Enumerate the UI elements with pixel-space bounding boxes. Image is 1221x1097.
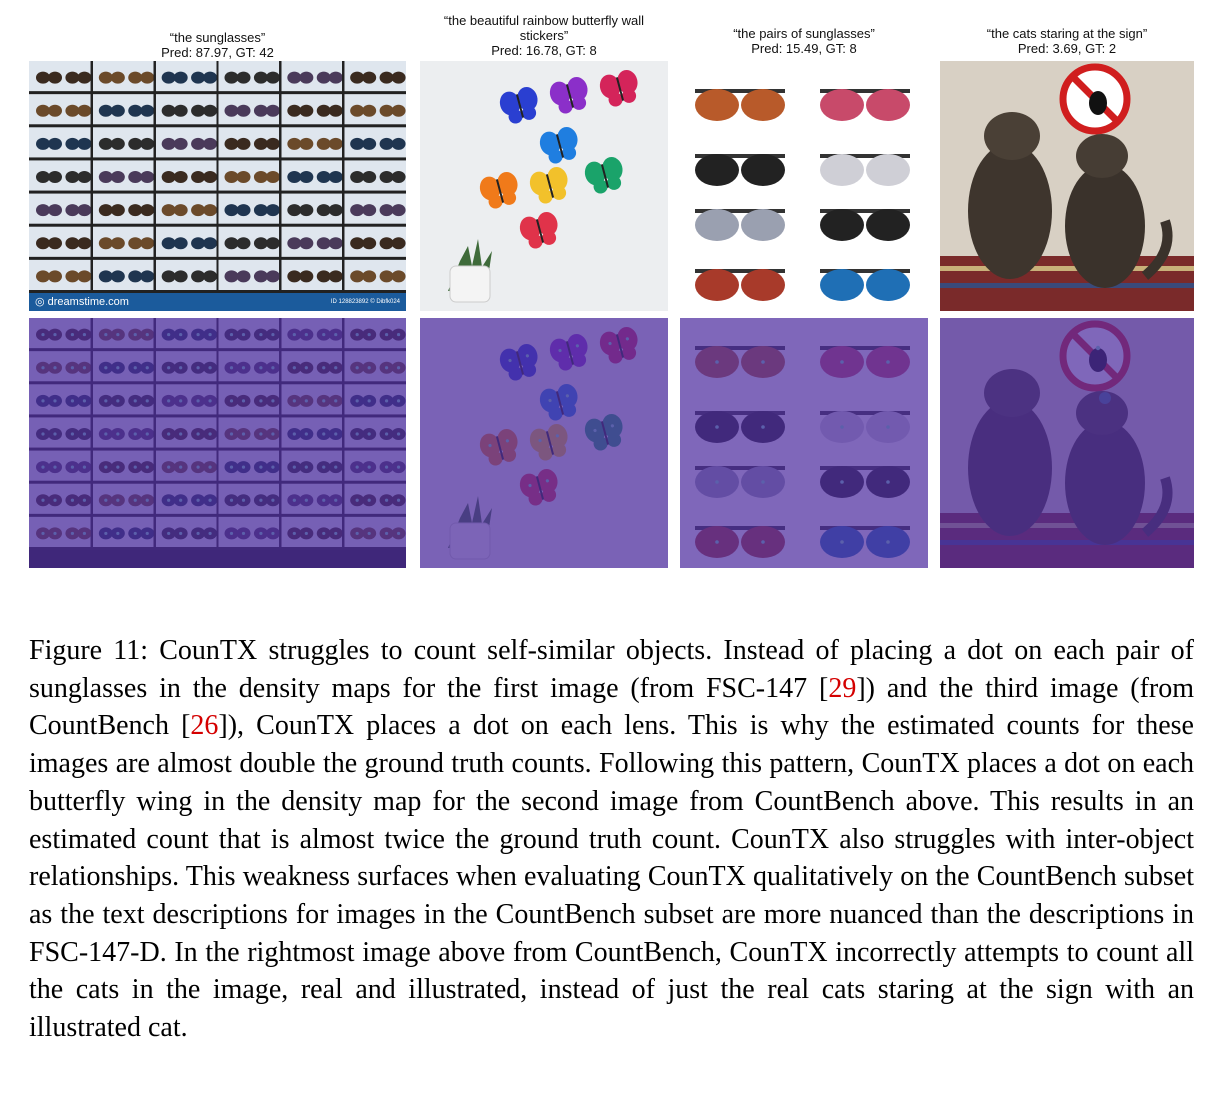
panel-4-score: Pred: 3.69, GT: 2 (1017, 41, 1117, 56)
panel-4-query: “the cats staring at the sign” (986, 26, 1148, 41)
panel-1-query: “the sunglasses” (169, 30, 266, 45)
panel-1-watermark: ◎ dreamstime.com ID 128823892 © Dibfk024 (29, 293, 406, 311)
dreamstime-logo-icon: ◎ (35, 296, 48, 308)
figure-caption: Figure 11: CounTX struggles to count self-similar objects. Instead of placing a dot on each pair of sunglasses in the density maps for the first image (from FSC-147 [29]) and the third image (from CountBench [26]), CounTX places a dot on each lens. This is why the estimated counts for these images are almost double the ground truth counts. Following this pattern, CounTX places a dot on each butterfly wing in the density map for the second image from CountBench above. This results in an estimated count that is almost twice the ground truth count. CounTX also struggles with inter-object relationships. This weakness surfaces when evaluating CounTX qualitatively on the CountBench subset as the text descriptions for images in the CountBench subset are more nuanced than the descriptions in FSC-147-D. In the rightmost image above from CountBench, CounTX incorrectly attempts to count all the cats in the image, real and illustrated, instead of just the real cats staring at the sign with an illustrated cat. (29, 635, 1194, 1044)
panel-3-density-map (680, 318, 928, 568)
panel-4-image (940, 61, 1194, 311)
panel-3-caption (680, 26, 928, 56)
panel-1-density-map (29, 318, 406, 568)
panel-2-density-map (420, 318, 668, 568)
panel-1-score: Pred: 87.97, GT: 42 (161, 45, 274, 60)
panel-2-score: Pred: 16.78, GT: 8 (491, 43, 597, 58)
citation-link[interactable]: 29 (828, 672, 857, 704)
panel-1-watermark-id: ID 128823892 © Dibfk024 (330, 299, 400, 305)
panel-2-query: “the beautiful rainbow butterfly wall stickers” (443, 13, 645, 43)
citation-link[interactable]: 26 (190, 710, 219, 742)
panel-3-score: Pred: 15.49, GT: 8 (751, 41, 857, 56)
panel-1-image (29, 61, 406, 311)
panel-4-caption (940, 26, 1194, 56)
panel-2-image (420, 61, 668, 311)
panel-1-caption (29, 30, 406, 60)
panel-2-caption (420, 13, 668, 58)
panel-4-density-map (940, 318, 1194, 568)
panel-3-query: “the pairs of sunglasses” (733, 26, 875, 41)
panel-3-image (680, 61, 928, 311)
